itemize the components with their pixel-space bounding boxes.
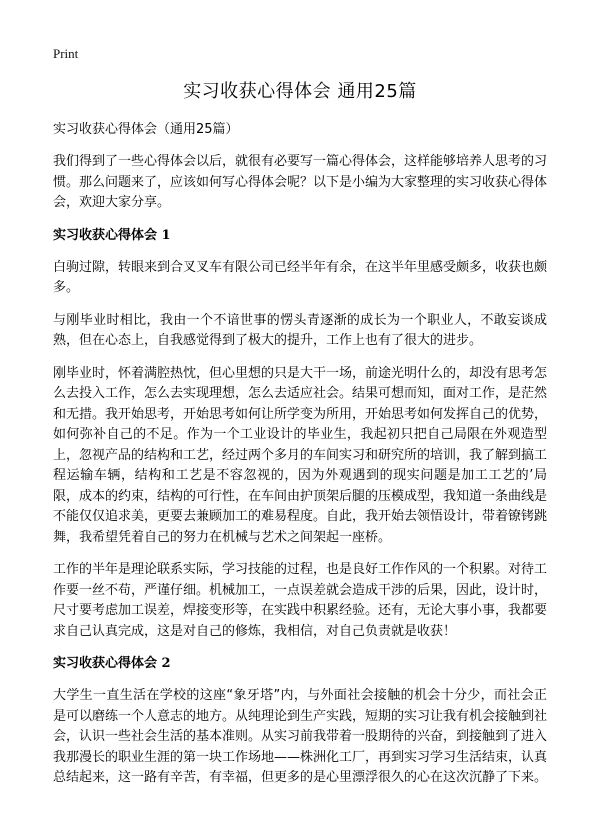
paragraph: 白驹过隙，转眼来到合叉叉车有限公司已经半年有余，在这半年里感受颇多，收获也颇多。 bbox=[53, 259, 548, 295]
intro-paragraph: 我们得到了一些心得体会以后，就很有必要写一篇心得体会，这样能够培养人思考的习惯。那么问题来了，应该如何写心得体会呢？以下是小编为大家整理的实习收获心得体会，欢迎大家分享。 bbox=[53, 154, 548, 210]
paragraph: 刚毕业时，怀着满腔热忱，但心里想的只是大干一场，前途光明什么的，却没有思考怎么去投入工作，怎么去实现理想，怎么去适应社会。结果可想而知，面对工作，是茫然和无措。我开始思考，开始思考如何让所学变为所用，开始思考如何发挥自己的优势，如何弥补自己的不足。作为一个工业设计的毕业生，我起初只把自己局限在外观造型上，忽视产品的结构和工艺，经过两个多月的车间实习和研究所的培训，我了解到搞工程运输车辆，结构和工艺是不容忽视的，因为外观遇到的现实问题是加工工艺的’局限，成本的约束，结构的可行性，在车间由护顶架后腿的压模成型，我知道一条曲线是不能仅仅追求美，更要去兼顾加工的难易程度。自此，我开始去领悟设计，带着镣铐跳舞，我希望凭着自己的努力在机械与艺术之间架起一座桥。 bbox=[53, 365, 548, 545]
section-heading-2: 实习收获心得体会 2 bbox=[53, 656, 171, 671]
print-link[interactable]: Print bbox=[53, 46, 79, 61]
paragraph: 大学生一直生活在学校的这座“象牙塔”内，与外面社会接触的机会十分少，而社会正是可以磨练一个人意志的地方。从纯理论到生产实践，短期的实习让我有机会接触到社会，认识一些社会生活的基本准则。从实习前我带着一股期待的兴奋，到接触到了进入我那漫长的职业生涯的第一块工作场地——株洲化工厂，再到实习学习生活结束，认真总结起来，这一路有辛苦，有幸福，但更多的是心里漂浮很久的心在这次沉静了下来。 bbox=[53, 688, 548, 785]
paragraph: 工作的半年是理论联系实际，学习技能的过程，也是良好工作作风的一个积累。对待工作要一丝不苟，严谨仔细。机械加工，一点误差就会造成干涉的后果，因此，设计时，尺寸要考虑加工误差，焊接变形等，在实践中积累经验。还有，无论大事小事，我都要求自己认真完成，这是对自己的修炼，我相信，对自己负责就是收获！ bbox=[53, 562, 548, 639]
section-heading-1: 实习收获心得体会 1 bbox=[53, 227, 171, 243]
article-subtitle: 实习收获心得体会（通用25篇） bbox=[53, 122, 239, 137]
paragraph: 与刚毕业时相比，我由一个不谙世事的愣头青逐渐的成长为一个职业人，不敢妄谈成熟，但在心态上，自我感觉得到了极大的提升，工作上也有了很大的进步。 bbox=[53, 312, 547, 348]
article-body bbox=[53, 120, 547, 801]
page-title: 实习收获心得体会 通用25篇 bbox=[183, 81, 417, 102]
